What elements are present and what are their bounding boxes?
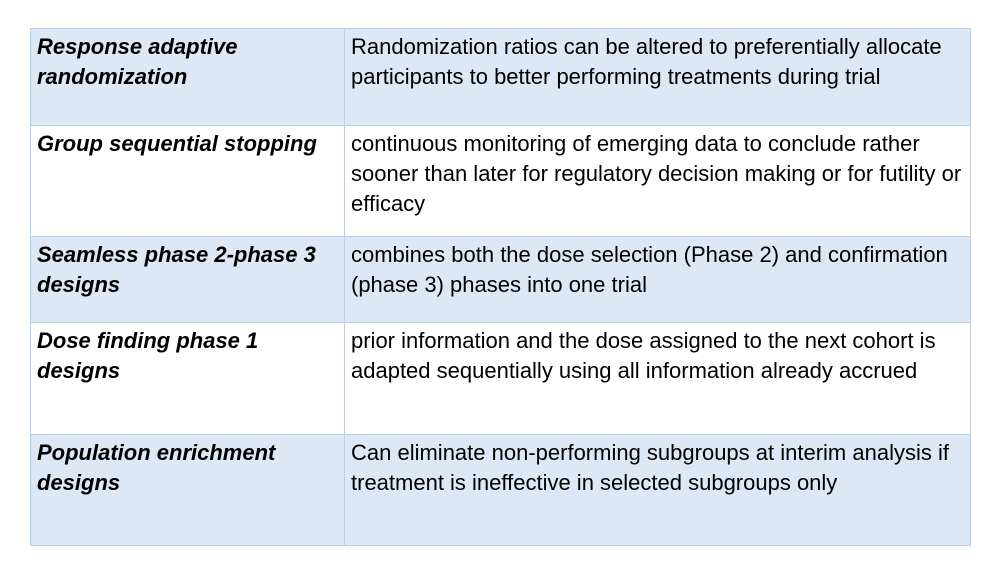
design-description-cell: continuous monitoring of emerging data to conclude rather sooner than later for regulatory decision making or for futility or efficacy: [345, 126, 971, 237]
design-description-cell: Can eliminate non-performing subgroups at interim analysis if treatment is ineffective in selected subgroups only: [345, 435, 971, 546]
design-term-cell: Dose finding phase 1 designs: [31, 323, 345, 435]
table-row: [31, 323, 971, 435]
design-term-cell: Response adaptive randomization: [31, 29, 345, 126]
design-term-cell: Seamless phase 2-phase 3 designs: [31, 237, 345, 323]
design-description-cell: prior information and the dose assigned to the next cohort is adapted sequentially using all information already accrued: [345, 323, 971, 435]
table-row: [31, 29, 971, 126]
table-row: [31, 237, 971, 323]
design-term-cell: Population enrichment designs: [31, 435, 345, 546]
adaptive-designs-table: [30, 28, 971, 546]
table-row: [31, 126, 971, 237]
table-row: [31, 435, 971, 546]
design-term-cell: Group sequential stopping: [31, 126, 345, 237]
design-description-cell: Randomization ratios can be altered to preferentially allocate participants to better performing treatments during trial: [345, 29, 971, 126]
design-description-cell: combines both the dose selection (Phase 2) and confirmation (phase 3) phases into one trial: [345, 237, 971, 323]
